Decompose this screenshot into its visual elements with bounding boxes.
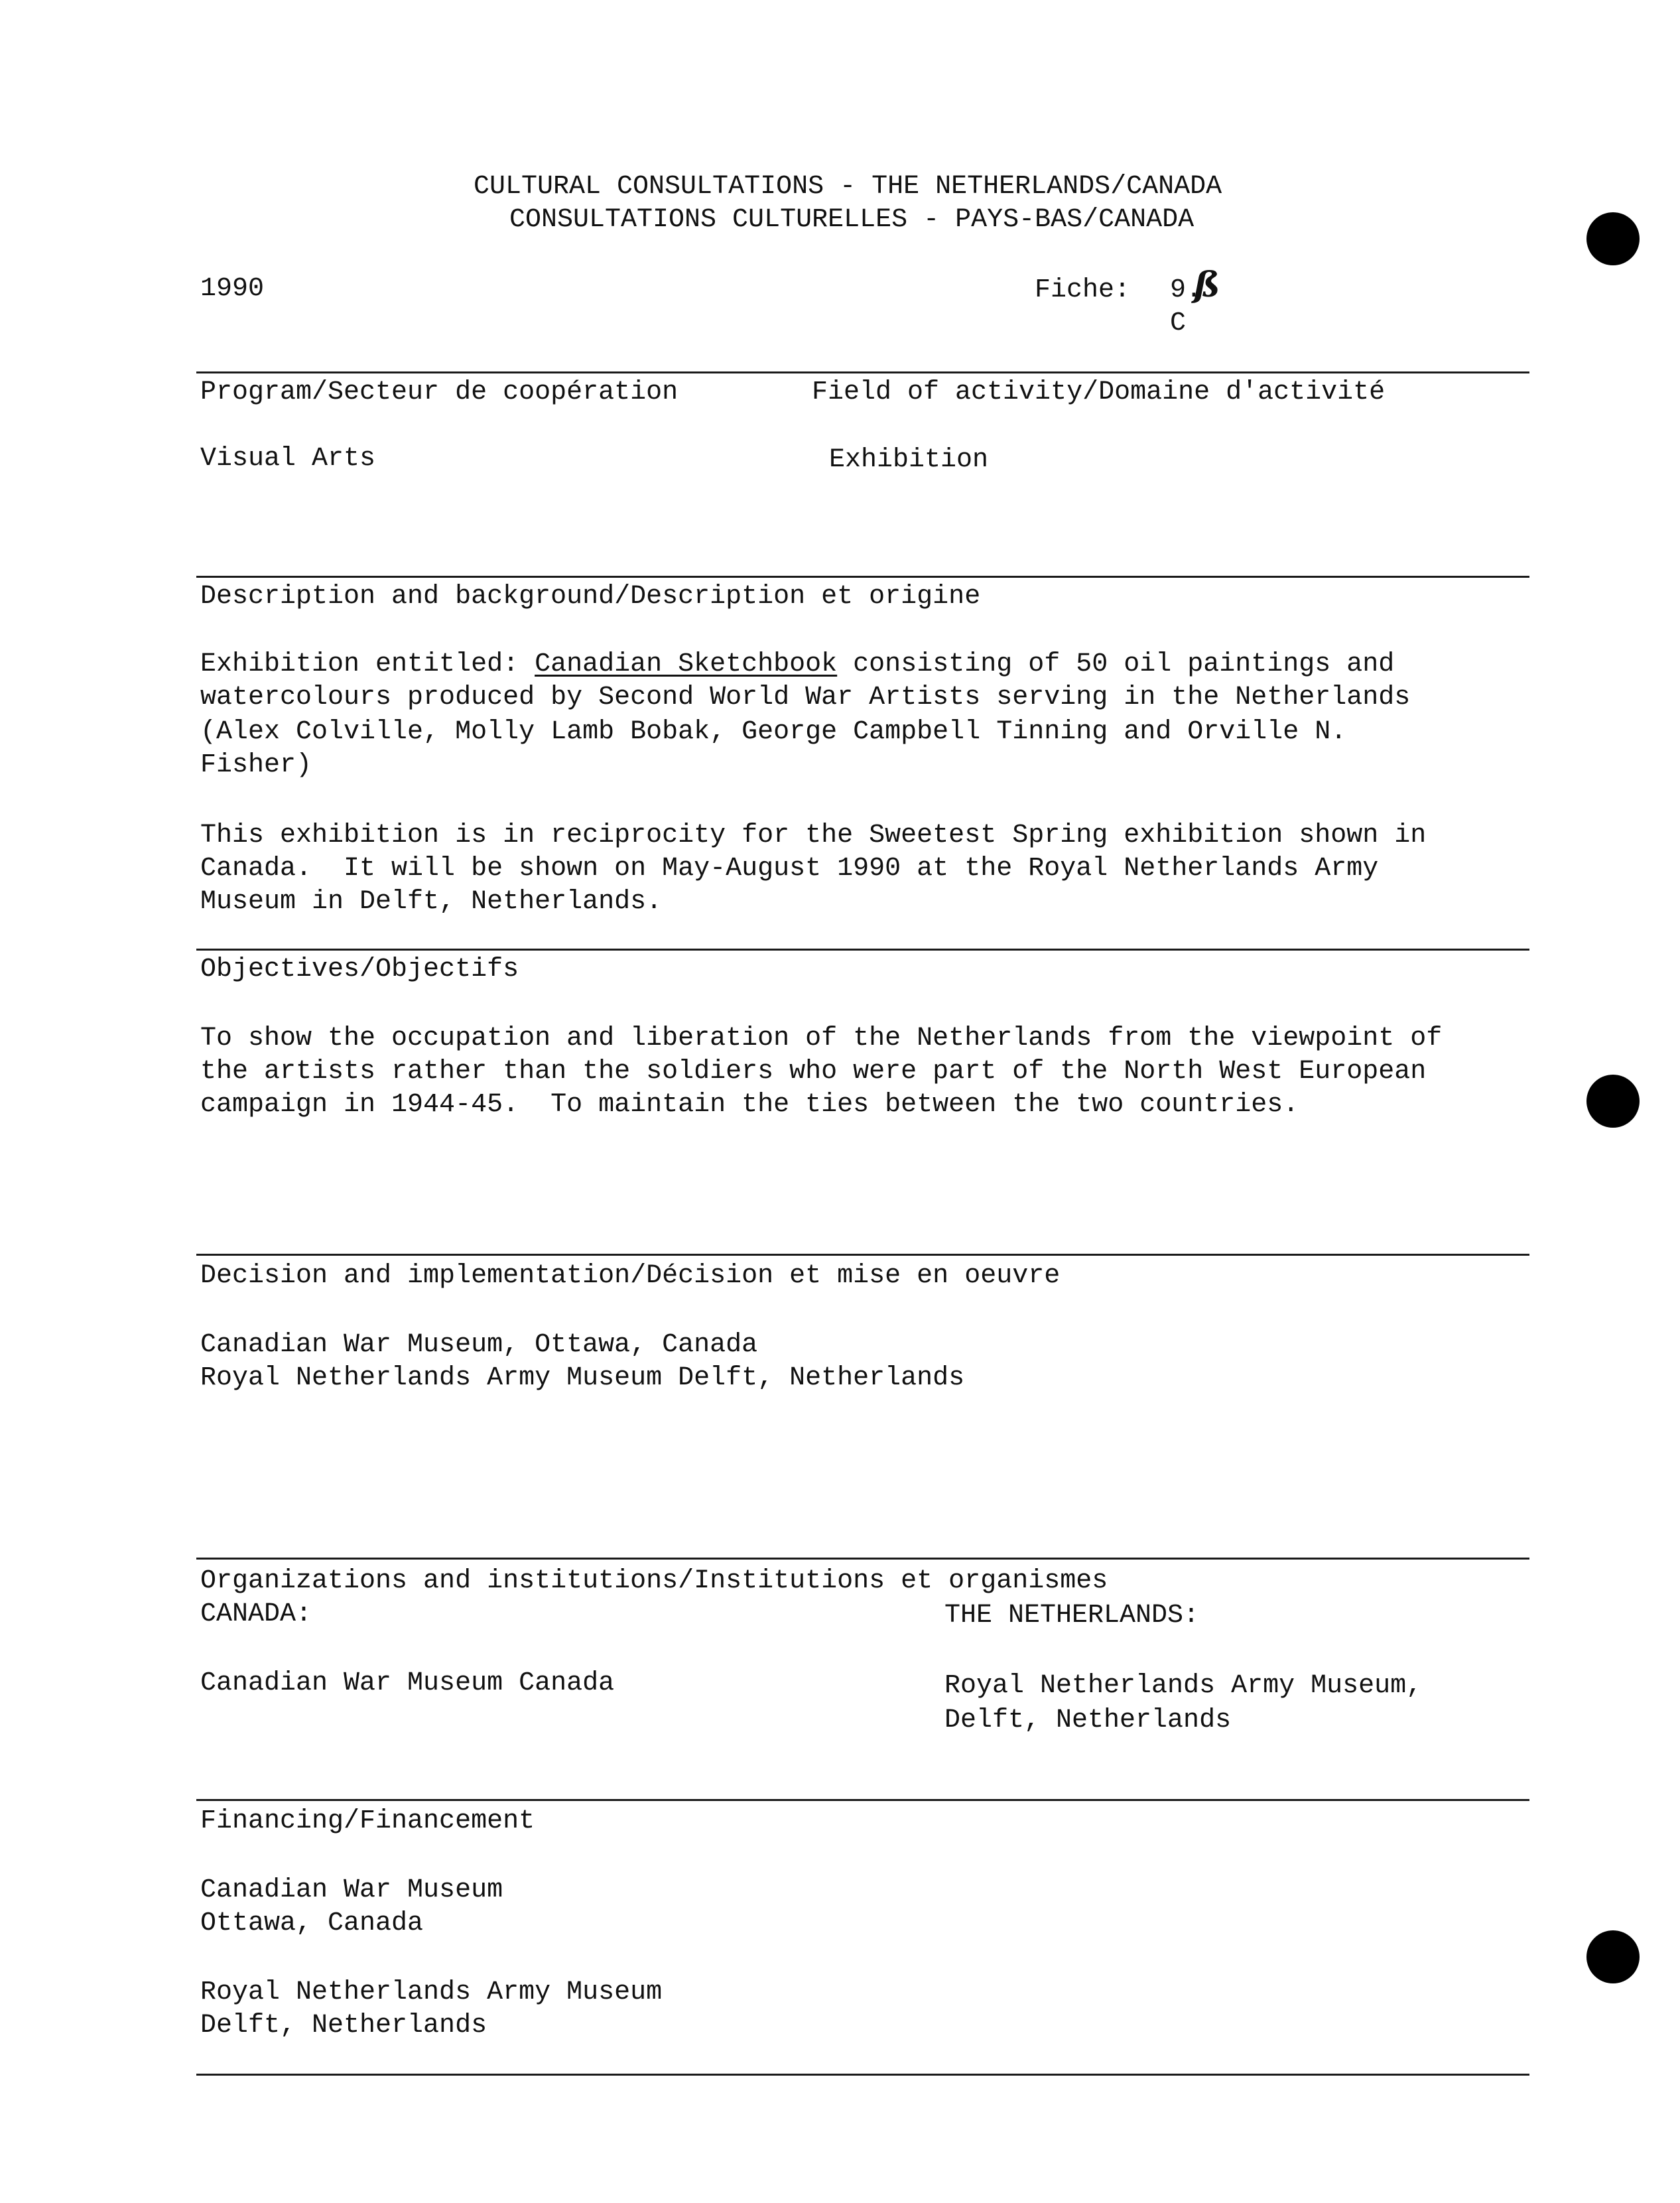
description-line: This exhibition is in reciprocity for the Sweetest Spring exhibition shown in [200,821,1427,850]
field-value: Exhibition [829,445,989,475]
divider [196,2074,1529,2076]
description-heading: Description and background/Description et origine [200,582,981,612]
financing-line: Royal Netherlands Army Museum [200,1977,663,2007]
field-label: Field of activity/Domaine d'activité [812,377,1386,407]
divider [196,1799,1529,1801]
fiche-label: Fiche: [1035,275,1131,305]
year: 1990 [200,274,265,304]
divider [196,949,1529,951]
netherlands-organization: Delft, Netherlands [944,1705,1232,1735]
netherlands-label: THE NETHERLANDS: [944,1601,1200,1631]
canada-label: CANADA: [200,1599,312,1629]
description-line: watercolours produced by Second World War Artists serving in the Netherlands [200,683,1411,712]
title-english: CULTURAL CONSULTATIONS - THE NETHERLANDS/CANADA [474,172,1222,202]
divider [196,371,1529,373]
objectives-line: campaign in 1944-45. To maintain the ties between the two countries. [200,1090,1299,1120]
punch-hole [1586,1930,1640,1983]
financing-line: Canadian War Museum [200,1875,503,1905]
program-value: Visual Arts [200,444,376,474]
objectives-heading: Objectives/Objectifs [200,955,519,984]
description-line: Museum in Delft, Netherlands. [200,887,663,917]
fiche-letter: C [1170,308,1187,338]
punch-hole [1586,212,1640,265]
description-prefix: Exhibition entitled: [200,649,535,679]
description-line: Canada. It will be shown on May-August 1990 at the Royal Netherlands Army [200,854,1379,884]
divider [196,1254,1529,1256]
financing-line: Ottawa, Canada [200,1908,424,1938]
fiche-handwritten-mark: ß [1194,265,1220,305]
financing-heading: Financing/Financement [200,1806,535,1836]
decision-line: Royal Netherlands Army Museum Delft, Netherlands [200,1363,965,1393]
organizations-heading: Organizations and institutions/Institutions et organismes [200,1566,1108,1596]
netherlands-organization: Royal Netherlands Army Museum, [944,1671,1423,1701]
objectives-line: To show the occupation and liberation of the Netherlands from the viewpoint of [200,1024,1443,1053]
punch-hole [1586,1075,1640,1128]
description-line: (Alex Colville, Molly Lamb Bobak, George Campbell Tinning and Orville N. [200,717,1347,747]
divider [196,576,1529,578]
fiche-number: 9. [1170,275,1202,305]
canada-organization: Canadian War Museum Canada [200,1668,615,1698]
program-label: Program/Secteur de coopération [200,377,678,407]
description-rest: consisting of 50 oil paintings and [837,649,1395,679]
description-line [200,651,1394,678]
title-french: CONSULTATIONS CULTURELLES - PAYS-BAS/CANADA [509,205,1195,235]
decision-heading: Decision and implementation/Décision et mise en oeuvre [200,1261,1061,1291]
exhibition-title: Canadian Sketchbook [535,649,838,679]
decision-line: Canadian War Museum, Ottawa, Canada [200,1330,758,1360]
divider [196,1558,1529,1560]
objectives-line: the artists rather than the soldiers who were part of the North West European [200,1057,1427,1087]
financing-line: Delft, Netherlands [200,2011,487,2040]
description-line: Fisher) [200,750,312,780]
